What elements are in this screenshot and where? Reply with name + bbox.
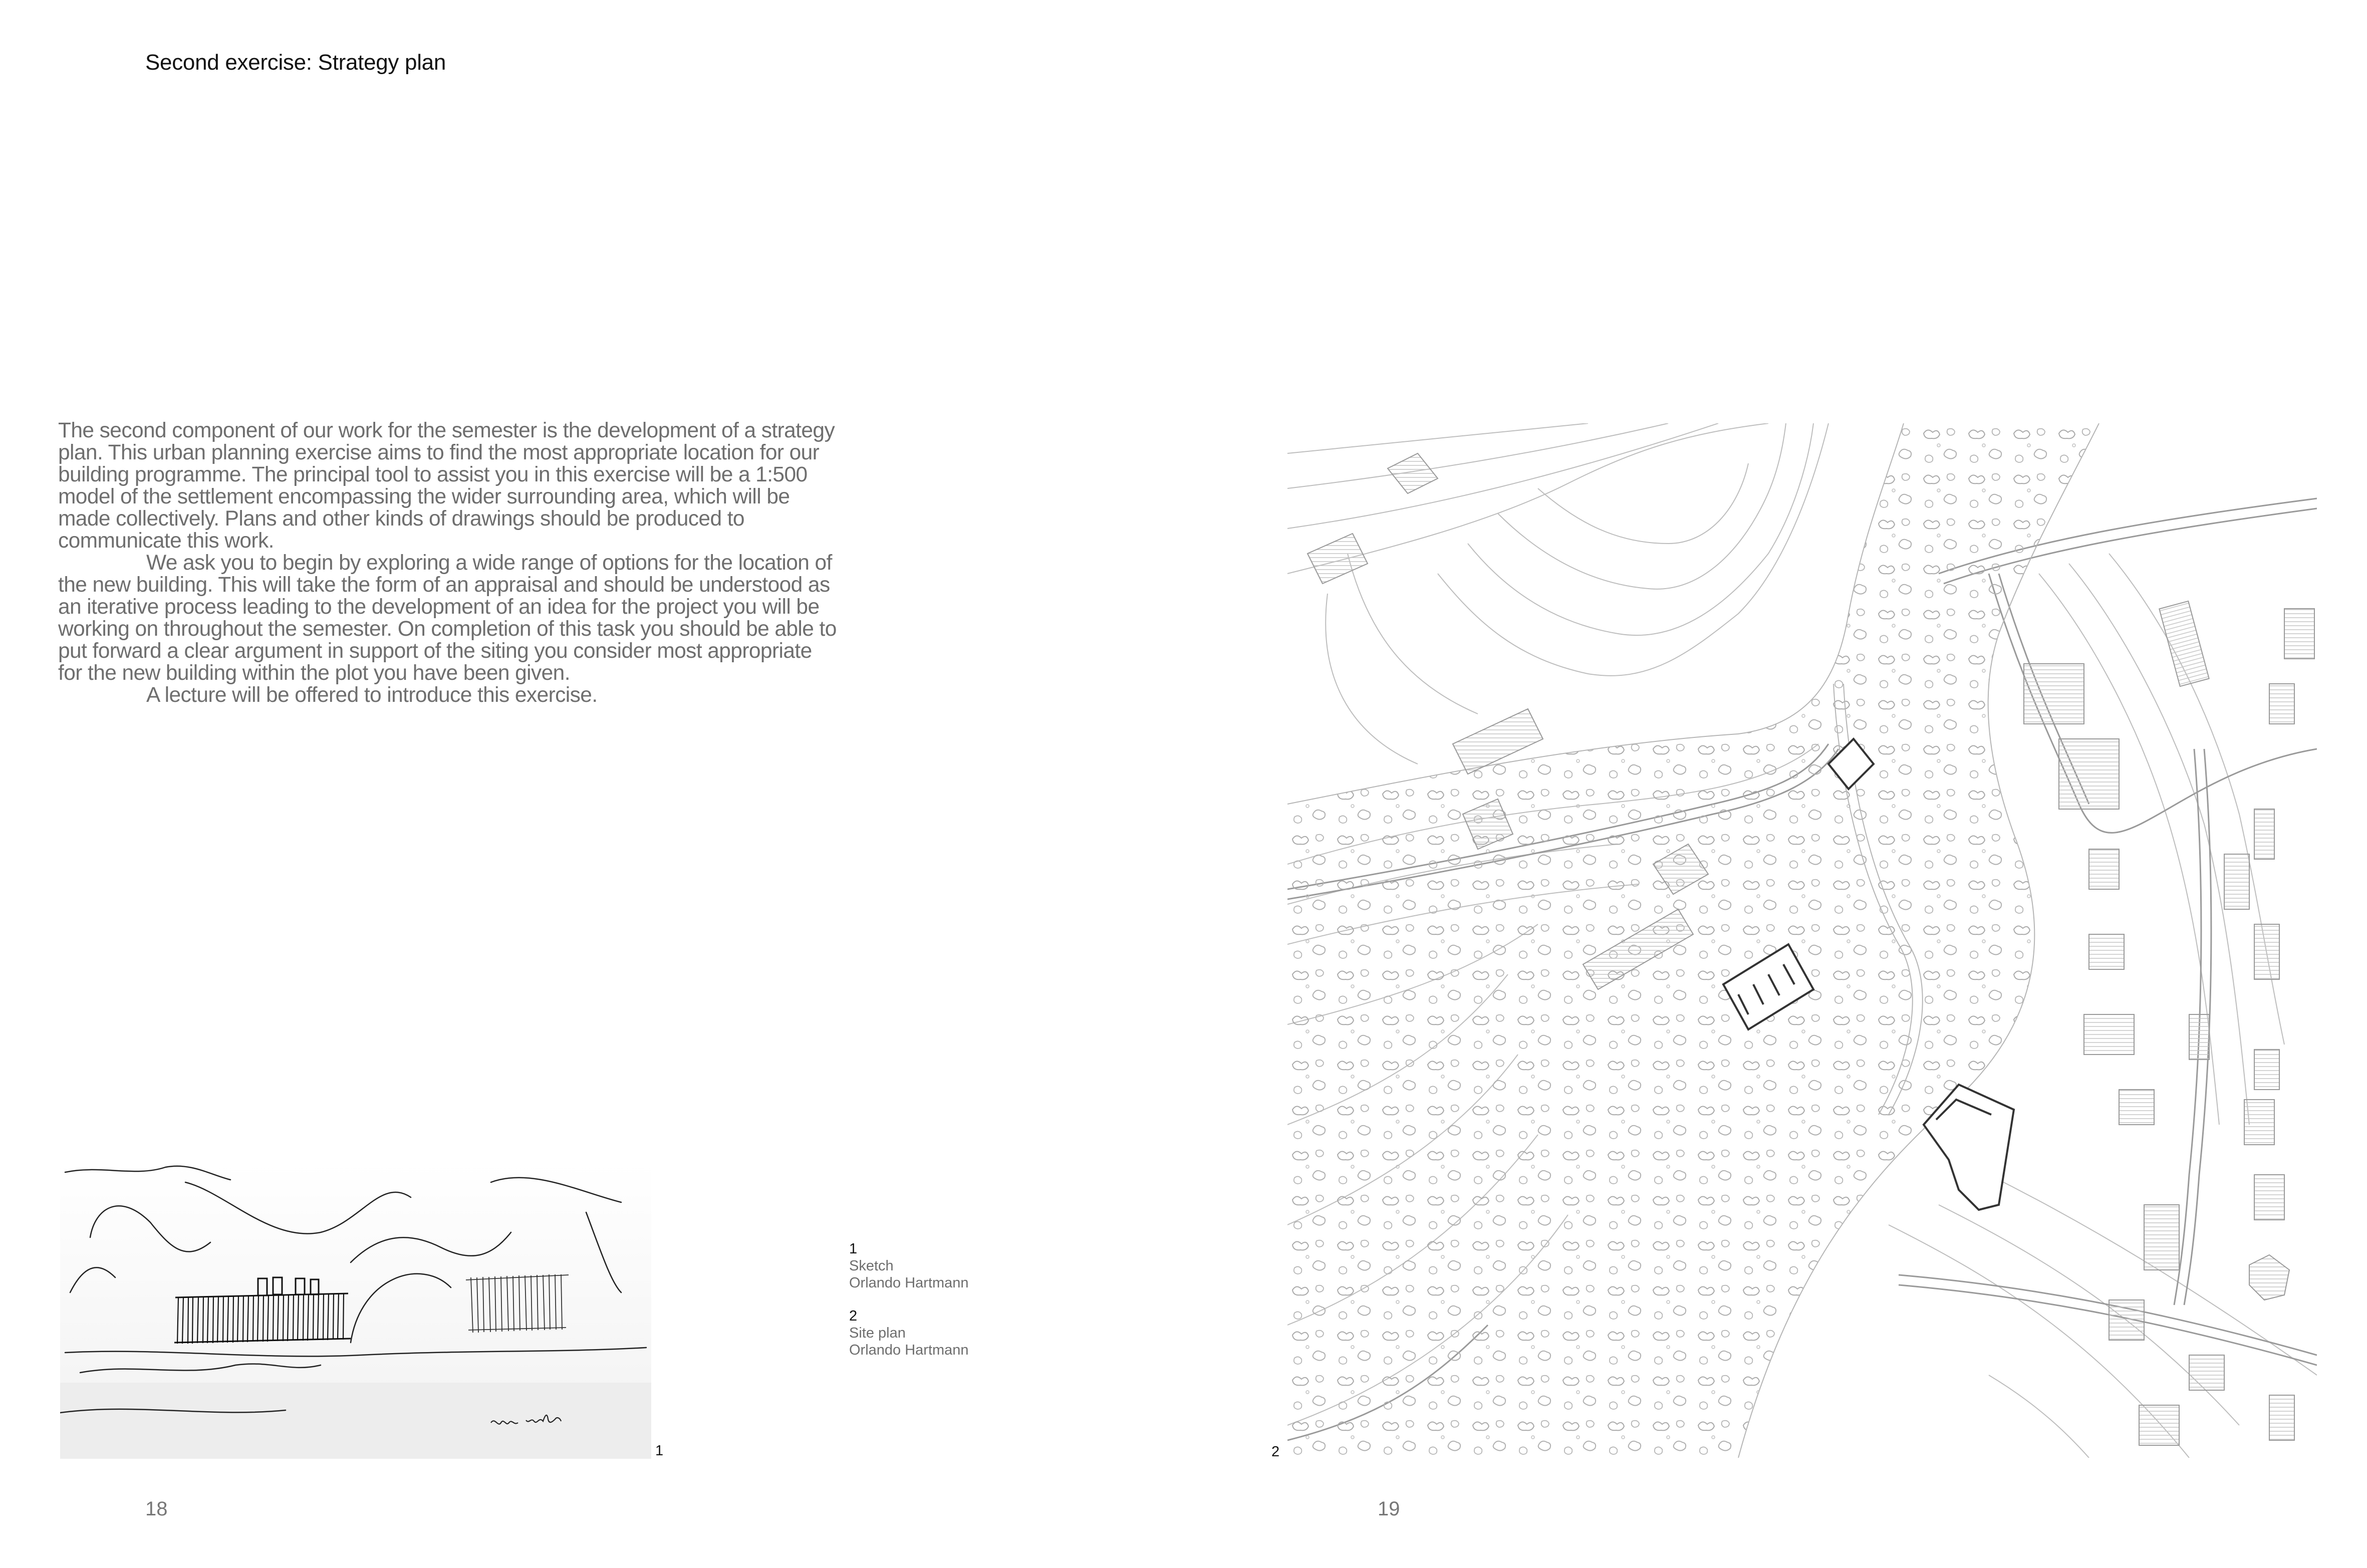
page-number-right: 19 bbox=[1378, 1498, 1400, 1520]
caption-type: Site plan bbox=[849, 1325, 906, 1341]
section-title: Second exercise: Strategy plan bbox=[145, 50, 446, 75]
caption-type: Sketch bbox=[849, 1258, 894, 1274]
sketch-image bbox=[60, 1162, 651, 1459]
paragraph-3: A lecture will be offered to introduce this exercise. bbox=[146, 683, 598, 707]
caption-author: Orlando Hartmann bbox=[849, 1342, 969, 1358]
caption-author: Orlando Hartmann bbox=[849, 1275, 969, 1291]
page-number-left: 18 bbox=[145, 1498, 168, 1520]
caption-number: 1 bbox=[849, 1241, 858, 1257]
site-plan-image bbox=[1287, 423, 2317, 1458]
caption-1 bbox=[849, 1240, 969, 1291]
body-text bbox=[58, 420, 840, 706]
figure-number-2: 2 bbox=[1271, 1444, 1280, 1460]
paragraph-2: We ask you to begin by exploring a wide range of options for the location of the new building. This will take the form of an appraisal and should be understood as an iterative process leading to the development of an idea for the project you will be working on throughout the semester. On completion of this task you should be able to put forward a clear argument in support of the siting you consider most appropriate for the new building within the plot you have been given. bbox=[58, 551, 837, 685]
caption-2 bbox=[849, 1308, 969, 1359]
paragraph-1: The second component of our work for the semester is the development of a strategy plan. This urban planning exercise aims to find the most appropriate location for our building programme. The principal tool to assist you in this exercise will be a 1:500 model of the settlement encompassing the wider surrounding area, which will be made collectively. Plans and other kinds of drawings should be produced to communicate this work. bbox=[58, 419, 835, 553]
figure-captions bbox=[849, 1240, 969, 1375]
figure-number-1: 1 bbox=[655, 1443, 664, 1459]
caption-number: 2 bbox=[849, 1308, 858, 1324]
